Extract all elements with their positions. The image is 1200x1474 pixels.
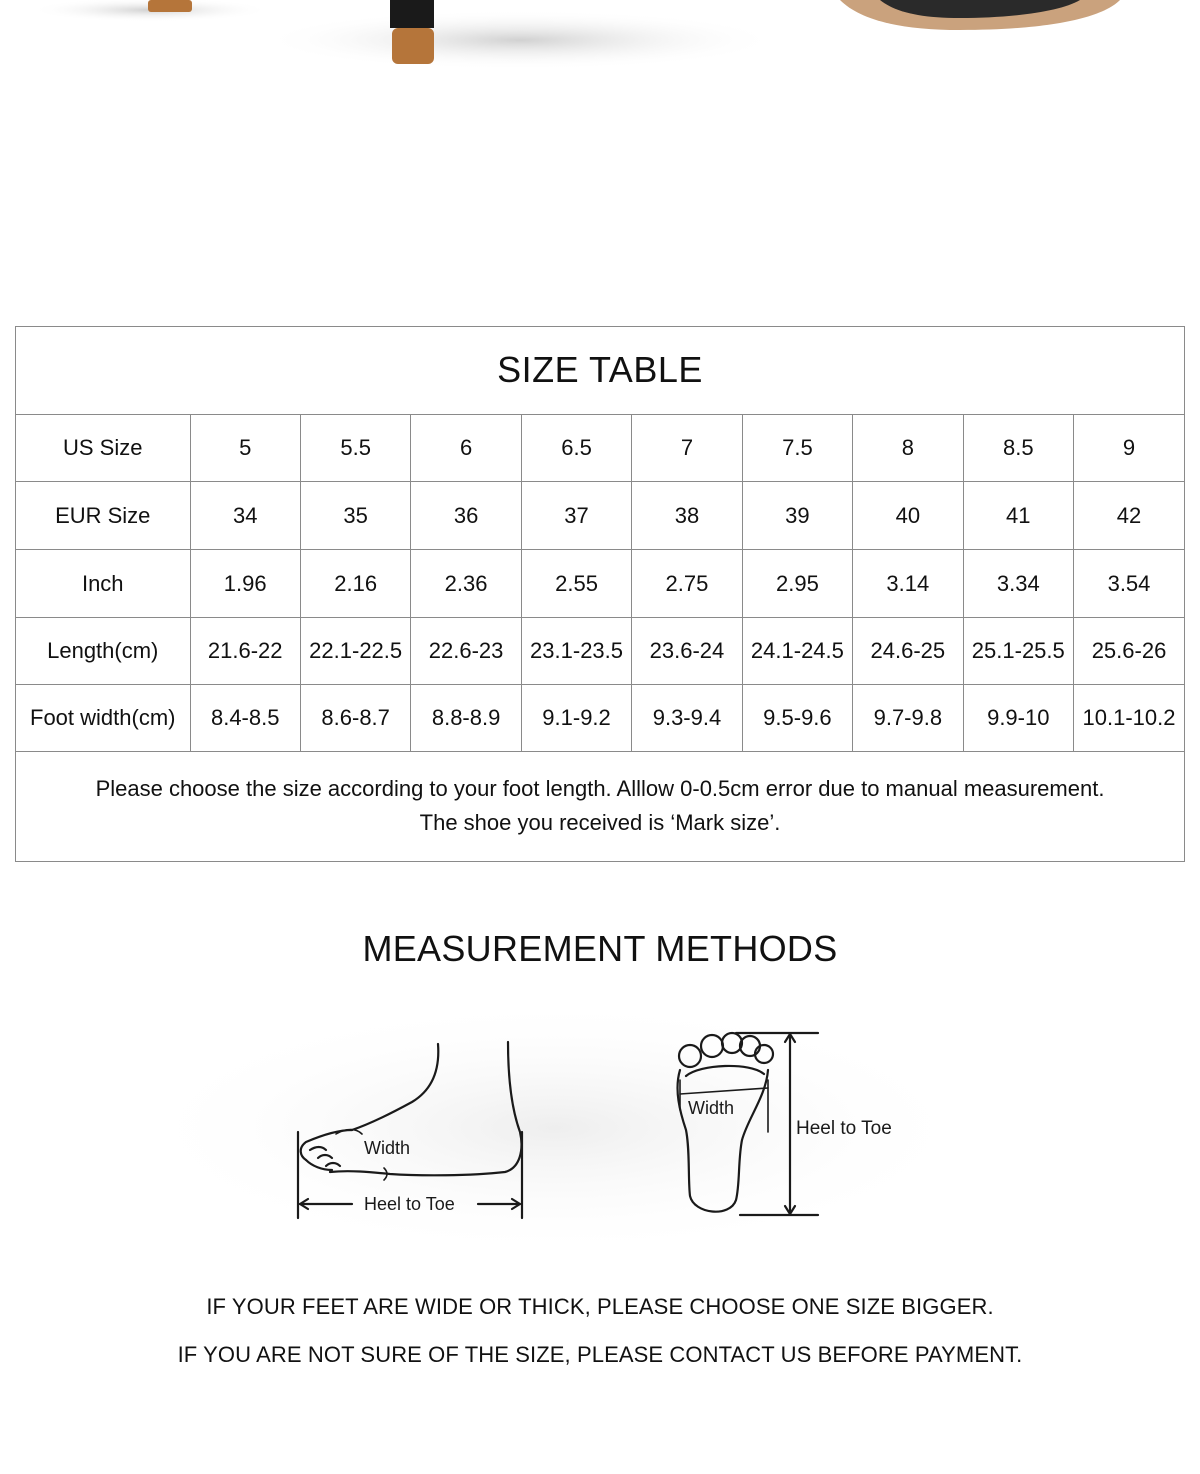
table-cell: 25.1-25.5 — [963, 618, 1073, 685]
table-cell: 2.55 — [521, 550, 631, 618]
table-cell: 9.7-9.8 — [853, 685, 963, 752]
table-cell: 5.5 — [300, 415, 410, 482]
table-cell: 8.6-8.7 — [300, 685, 410, 752]
notice-contact-us: IF YOU ARE NOT SURE OF THE SIZE, PLEASE CONTACT US BEFORE PAYMENT. — [177, 1342, 1023, 1367]
table-row-foot-width — [16, 685, 1184, 752]
row-label: Length(cm) — [16, 618, 190, 685]
table-row-length — [16, 618, 1184, 685]
table-cell: 21.6-22 — [190, 618, 300, 685]
table-cell: 37 — [521, 482, 631, 550]
table-cell: 9.1-9.2 — [521, 685, 631, 752]
row-label: US Size — [16, 415, 190, 482]
table-cell: 2.95 — [742, 550, 852, 618]
table-cell: 6.5 — [521, 415, 631, 482]
table-cell: 7 — [632, 415, 742, 482]
table-cell: 24.6-25 — [853, 618, 963, 685]
table-cell: 3.54 — [1074, 550, 1185, 618]
product-photo — [0, 0, 1200, 90]
table-cell: 22.6-23 — [411, 618, 521, 685]
table-cell: 2.16 — [300, 550, 410, 618]
table-cell: 42 — [1074, 482, 1185, 550]
table-cell: 34 — [190, 482, 300, 550]
table-cell: 3.34 — [963, 550, 1073, 618]
table-cell: 9.5-9.6 — [742, 685, 852, 752]
table-cell: 10.1-10.2 — [1074, 685, 1185, 752]
table-cell: 23.6-24 — [632, 618, 742, 685]
row-label: Inch — [16, 550, 190, 618]
table-cell: 39 — [742, 482, 852, 550]
size-grid — [16, 327, 1184, 841]
side-length-label: Heel to Toe — [364, 1194, 455, 1214]
side-width-label: Width — [364, 1138, 411, 1158]
table-row-eur-size — [16, 482, 1184, 550]
table-row-us-size — [16, 415, 1184, 482]
table-cell: 6 — [411, 415, 521, 482]
table-cell: 2.36 — [411, 550, 521, 618]
size-note-line-1: Please choose the size according to your foot length. Alllow 0-0.5cm error due to manual measurement. — [95, 776, 1105, 801]
size-note — [16, 752, 1184, 842]
table-cell: 9.3-9.4 — [632, 685, 742, 752]
table-cell: 8.5 — [963, 415, 1073, 482]
table-cell: 25.6-26 — [1074, 618, 1185, 685]
table-cell: 23.1-23.5 — [521, 618, 631, 685]
top-length-label: Heel to Toe — [796, 1118, 892, 1139]
row-label: EUR Size — [16, 482, 190, 550]
notice-wide-feet: IF YOUR FEET ARE WIDE OR THICK, PLEASE CHOOSE ONE SIZE BIGGER. — [206, 1294, 994, 1319]
table-cell: 8 — [853, 415, 963, 482]
table-cell: 8.8-8.9 — [411, 685, 521, 752]
size-table — [15, 326, 1185, 862]
table-cell: 24.1-24.5 — [742, 618, 852, 685]
table-cell: 36 — [411, 482, 521, 550]
size-table-title: SIZE TABLE — [16, 327, 1184, 415]
top-width-label: Width — [688, 1098, 735, 1118]
table-cell: 7.5 — [742, 415, 852, 482]
table-cell: 5 — [190, 415, 300, 482]
table-cell: 41 — [963, 482, 1073, 550]
table-cell: 9 — [1074, 415, 1185, 482]
table-cell: 22.1-22.5 — [300, 618, 410, 685]
measurement-title: MEASUREMENT METHODS — [362, 928, 838, 969]
table-cell: 38 — [632, 482, 742, 550]
row-label: Foot width(cm) — [16, 685, 190, 752]
table-cell: 2.75 — [632, 550, 742, 618]
size-note-line-2: The shoe you received is ‘Mark size’. — [419, 810, 781, 835]
table-cell: 1.96 — [190, 550, 300, 618]
table-cell: 9.9-10 — [963, 685, 1073, 752]
table-cell: 35 — [300, 482, 410, 550]
table-cell: 40 — [853, 482, 963, 550]
table-row-inch — [16, 550, 1184, 618]
table-cell: 3.14 — [853, 550, 963, 618]
table-cell: 8.4-8.5 — [190, 685, 300, 752]
measurement-diagram — [0, 1000, 1200, 1260]
